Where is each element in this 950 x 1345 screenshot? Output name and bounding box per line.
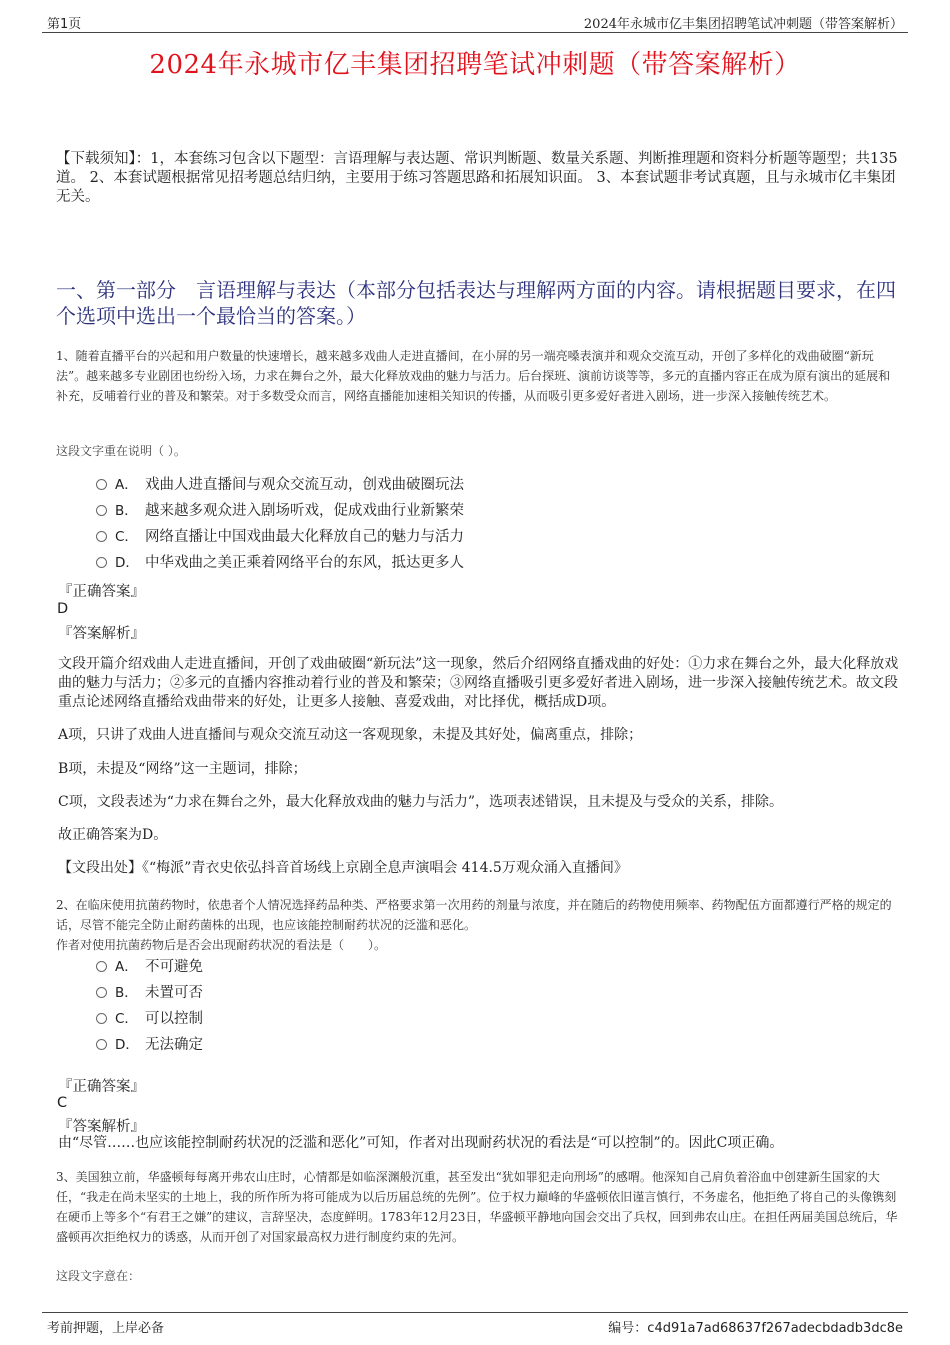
q2-option-d[interactable]: D． 无法确定: [96, 1034, 203, 1056]
q2-correct-answer-label: 『正确答案』: [58, 1079, 145, 1095]
radio-icon[interactable]: [96, 1013, 107, 1024]
q1-analysis-c: C项，文段表述为“力求在舞台之外，最大化释放戏曲的魅力与活力”，选项表述错误，且未提及与受众的关系，排除。: [58, 794, 784, 810]
footer-slogan: 考前押题，上岸必备: [47, 1321, 165, 1336]
header-divider: [42, 32, 908, 33]
q1-option-b[interactable]: B． 越来越多观众进入剧场听戏，促成戏曲行业新繁荣: [96, 500, 464, 522]
q1-option-c[interactable]: C． 网络直播让中国戏曲最大化释放自己的魅力与活力: [96, 526, 464, 548]
q1-option-d[interactable]: D． 中华戏曲之美正乘着网络平台的东风，抵达更多人: [96, 552, 464, 574]
q1-option-a[interactable]: A． 戏曲人进直播间与观众交流互动，创戏曲破圈玩法: [96, 474, 464, 496]
question-2-text: [56, 895, 898, 955]
q1-source: 【文段出处】《“梅派”青衣史依弘抖音首场线上京剧全息声演唱会 414.5万观众涌入直播间》: [58, 860, 628, 876]
radio-icon[interactable]: [96, 505, 107, 516]
page-number: 第1页: [47, 17, 82, 32]
q1-analysis-conclusion: 故正确答案为D。: [58, 827, 168, 843]
radio-icon[interactable]: [96, 479, 107, 490]
footer-code-label: 编号：: [608, 1321, 648, 1336]
question-2-prompt: 作者对使用抗菌药物后是否会出现耐药状况的看法是（ ）。: [56, 938, 387, 952]
q2-option-a[interactable]: A． 不可避免: [96, 956, 203, 978]
question-3-prompt: 这段文字意在：: [56, 1269, 141, 1283]
question-3-text: [56, 1167, 898, 1247]
question-3-stem: 3、美国独立前，华盛顿每每离开弗农山庄时，心情都是如临深渊般沉重，甚至发出“犹如罪犯走向刑场”的感喟。他深知自己肩负着浴血中创建新生国家的大任，“我走在尚未坚实的土地上，我的所作所为将可能成为以后历届总统的先例”。位于权力巅峰的华盛顿依旧谨言慎行，不务虚名，他拒绝了将自己的头像镌刻在硬币上等多个“有君王之嫌”的建议，言辞坚决，态度鲜明。1783年12月23日，华盛顿平静地向国会交出了兵权，回到弗农山庄。在担任两届美国总统后，华盛顿再次拒绝权力的诱惑，从而开创了对国家最高权力进行制度约束的先河。: [56, 1170, 898, 1244]
q2-option-c[interactable]: C． 可以控制: [96, 1008, 203, 1030]
q1-analysis-b: B项，未提及“网络”这一主题词，排除；: [58, 761, 307, 777]
footer-divider: [42, 1312, 908, 1313]
q1-analysis-main: 文段开篇介绍戏曲人走进直播间，开创了戏曲破圈“新玩法”这一现象，然后介绍网络直播戏曲的好处：①力求在舞台之外，最大化释放戏曲的魅力与活力；②多元的直播内容推动着行业的普及和繁荣；③网络直播吸引更多爱好者进入剧场，进一步深入接触传统艺术。故文段重点论述网络直播给戏曲带来的好处，让更多人接触、喜爱戏曲，对比择优，概括成D项。: [58, 656, 899, 710]
download-notice: 【下载须知】：1，本套练习包含以下题型：言语理解与表达题、常识判断题、数量关系题、判断推理题和资料分析题等题型；共135道。 2、本套试题根据常见招考题总结归纳，主要用于练习答题思路和拓展知识面。 3、本套试题非考试真题，且与永城市亿丰集团无关。: [56, 151, 898, 205]
q2-option-b[interactable]: B． 未置可否: [96, 982, 203, 1004]
q2-analysis: 由“尽管……也应该能控制耐药状况的泛滥和恶化”可知，作者对出现耐药状况的看法是“可以控制”的。因此C项正确。: [58, 1135, 784, 1151]
footer-code: [608, 1317, 903, 1336]
question-2-stem: 2、在临床使用抗菌药物时，依患者个人情况选择药品种类、严格要求第一次用药的剂量与浓度，并在随后的药物使用频率、药物配伍方面都遵行严格的规定的话，尽管不能完全防止耐药菌株的出现，也应该能控制耐药状况的泛滥和恶化。: [56, 898, 892, 932]
question-1-stem: 1、随着直播平台的兴起和用户数量的快速增长，越来越多戏曲人走进直播间，在小屏的另一端亮嗓表演并和观众交流互动，开创了多样化的戏曲破圈“新玩法”。越来越多专业剧团也纷纷入场，力求在舞台之外，最大化释放戏曲的魅力与活力。后台探班、演前访谈等等，多元的直播内容正在成为原有演出的延展和补充，反哺着行业的普及和繁荣。对于多数受众而言，网络直播能加速相关知识的传播，从而吸引更多爱好者进入剧场，进一步深入接触传统艺术。: [56, 349, 891, 403]
q1-correct-answer: D: [57, 601, 69, 617]
header-doc-title: 2024年永城市亿丰集团招聘笔试冲刺题（带答案解析）: [583, 17, 903, 32]
radio-icon[interactable]: [96, 987, 107, 998]
radio-icon[interactable]: [96, 531, 107, 542]
q2-analysis-label: 『答案解析』: [58, 1119, 145, 1135]
radio-icon[interactable]: [96, 557, 107, 568]
q2-correct-answer: C: [57, 1095, 68, 1111]
page-title: 2024年永城市亿丰集团招聘笔试冲刺题（带答案解析）: [149, 50, 801, 80]
q1-analysis-label: 『答案解析』: [58, 626, 145, 642]
radio-icon[interactable]: [96, 961, 107, 972]
question-1-text: [56, 346, 898, 406]
footer-code-value: c4d91a7ad68637f267adecbdadb3dc8e: [647, 1321, 903, 1336]
q1-correct-answer-label: 『正确答案』: [58, 584, 145, 600]
section-heading: 一、第一部分 言语理解与表达（本部分包括表达与理解两方面的内容。请根据题目要求，在四个选项中选出一个最恰当的答案。）: [56, 278, 896, 328]
q1-analysis-a: A项，只讲了戏曲人进直播间与观众交流互动这一客观现象，未提及其好处，偏离重点，排除；: [58, 727, 643, 743]
question-1-prompt: 这段文字重在说明（ ）。: [56, 444, 186, 458]
radio-icon[interactable]: [96, 1039, 107, 1050]
